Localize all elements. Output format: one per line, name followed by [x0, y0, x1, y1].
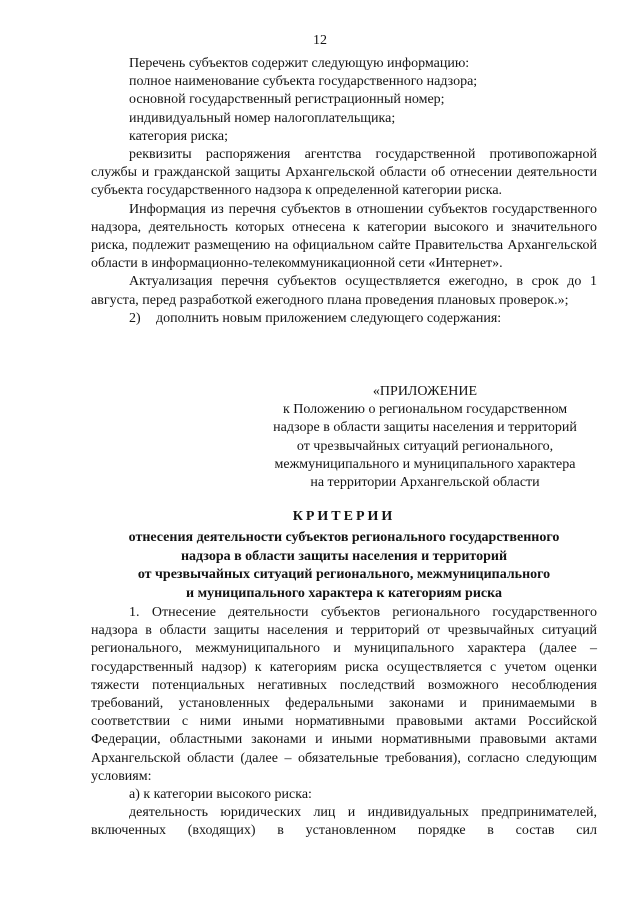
criteria-subtitle-line: надзора в области защиты населения и территорий: [180, 548, 508, 564]
appendix-line: надзоре в области защиты населения и территорий: [273, 420, 577, 436]
appendix-line: на территории Архангельской области: [310, 475, 540, 491]
criteria-subtitle-line: от чрезвычайных ситуаций регионального, межмуниципального: [137, 567, 551, 582]
appendix-line: «ПРИЛОЖЕНИЕ: [372, 384, 478, 399]
criteria-item-a: а) к категории высокого риска:: [129, 787, 312, 803]
criteria-title: КРИТЕРИИ: [292, 509, 396, 524]
appendix-line: межмуниципального и муниципального характера: [274, 456, 576, 472]
list-item: основной государственный регистрационный номер;: [129, 92, 445, 108]
list-item: категория риска;: [129, 128, 228, 144]
appendix-line: от чрезвычайных ситуаций регионального,: [296, 438, 554, 454]
criteria-heading: [91, 508, 597, 603]
info-paragraph: Информация из перечня субъектов в отношении субъектов государственного надзора, деятельность которых отнесена к категории высокого и значительного риска, подлежит размещению на официальном сайте Правительства Архангельской области в информационно-телекоммуникационной сети «Интернет».: [91, 201, 597, 272]
list-lead: Перечень субъектов содержит следующую информацию:: [129, 56, 470, 71]
list-item: полное наименование субъекта государственного надзора;: [129, 74, 478, 90]
page-number: 12: [313, 33, 327, 48]
amendment-item: [91, 310, 597, 328]
list-item: индивидуальный номер налогоплательщика;: [129, 110, 396, 126]
criteria-body: [91, 604, 597, 841]
criteria-subtitle-line: отнесения деятельности субъектов регионального государственного: [128, 530, 560, 545]
criteria-paragraph-1: 1. Отнесение деятельности субъектов регионального государственного надзора в области защиты населения и территорий от чрезвычайных ситуаций регионального, межмуниципального и муниципального характера (далее – государственный надзор) к категориям риска осуществляется с учетом оценки тяжести потенциальных негативных последствий возможного несоблюдения требований, установленных федеральными законами и принимаемыми в соответствии с ними иными нормативными правовыми актами Российской Федерации, областными законами и иными нормативными правовыми актами Архангельской области (далее – обязательные требования), согласно следующим условиям:: [91, 605, 597, 784]
amendment-number: 2): [129, 310, 141, 326]
appendix-line: к Положению о региональном государственном: [282, 402, 568, 418]
appendix-header: [240, 383, 610, 492]
criteria-subtitle-line: и муниципального характера к категориям риска: [186, 585, 502, 601]
criteria-last-paragraph: деятельность юридических лиц и индивидуальных предпринимателей, включенных (входящих) в установленном порядке в состав сил: [91, 805, 597, 839]
update-paragraph: Актуализация перечня субъектов осуществляется ежегодно, в срок до 1 августа, перед разработкой ежегодного плана проведения плановых проверок.»;: [91, 274, 597, 308]
requisites-paragraph: реквизиты распоряжения агентства государственной противопожарной службы и гражданской защиты Архангельской области об отнесении деятельности субъекта государственного надзора к определенной категории риска.: [91, 147, 597, 199]
amendment-text: дополнить новым приложением следующего содержания:: [156, 310, 502, 326]
intro-section: [91, 55, 597, 328]
